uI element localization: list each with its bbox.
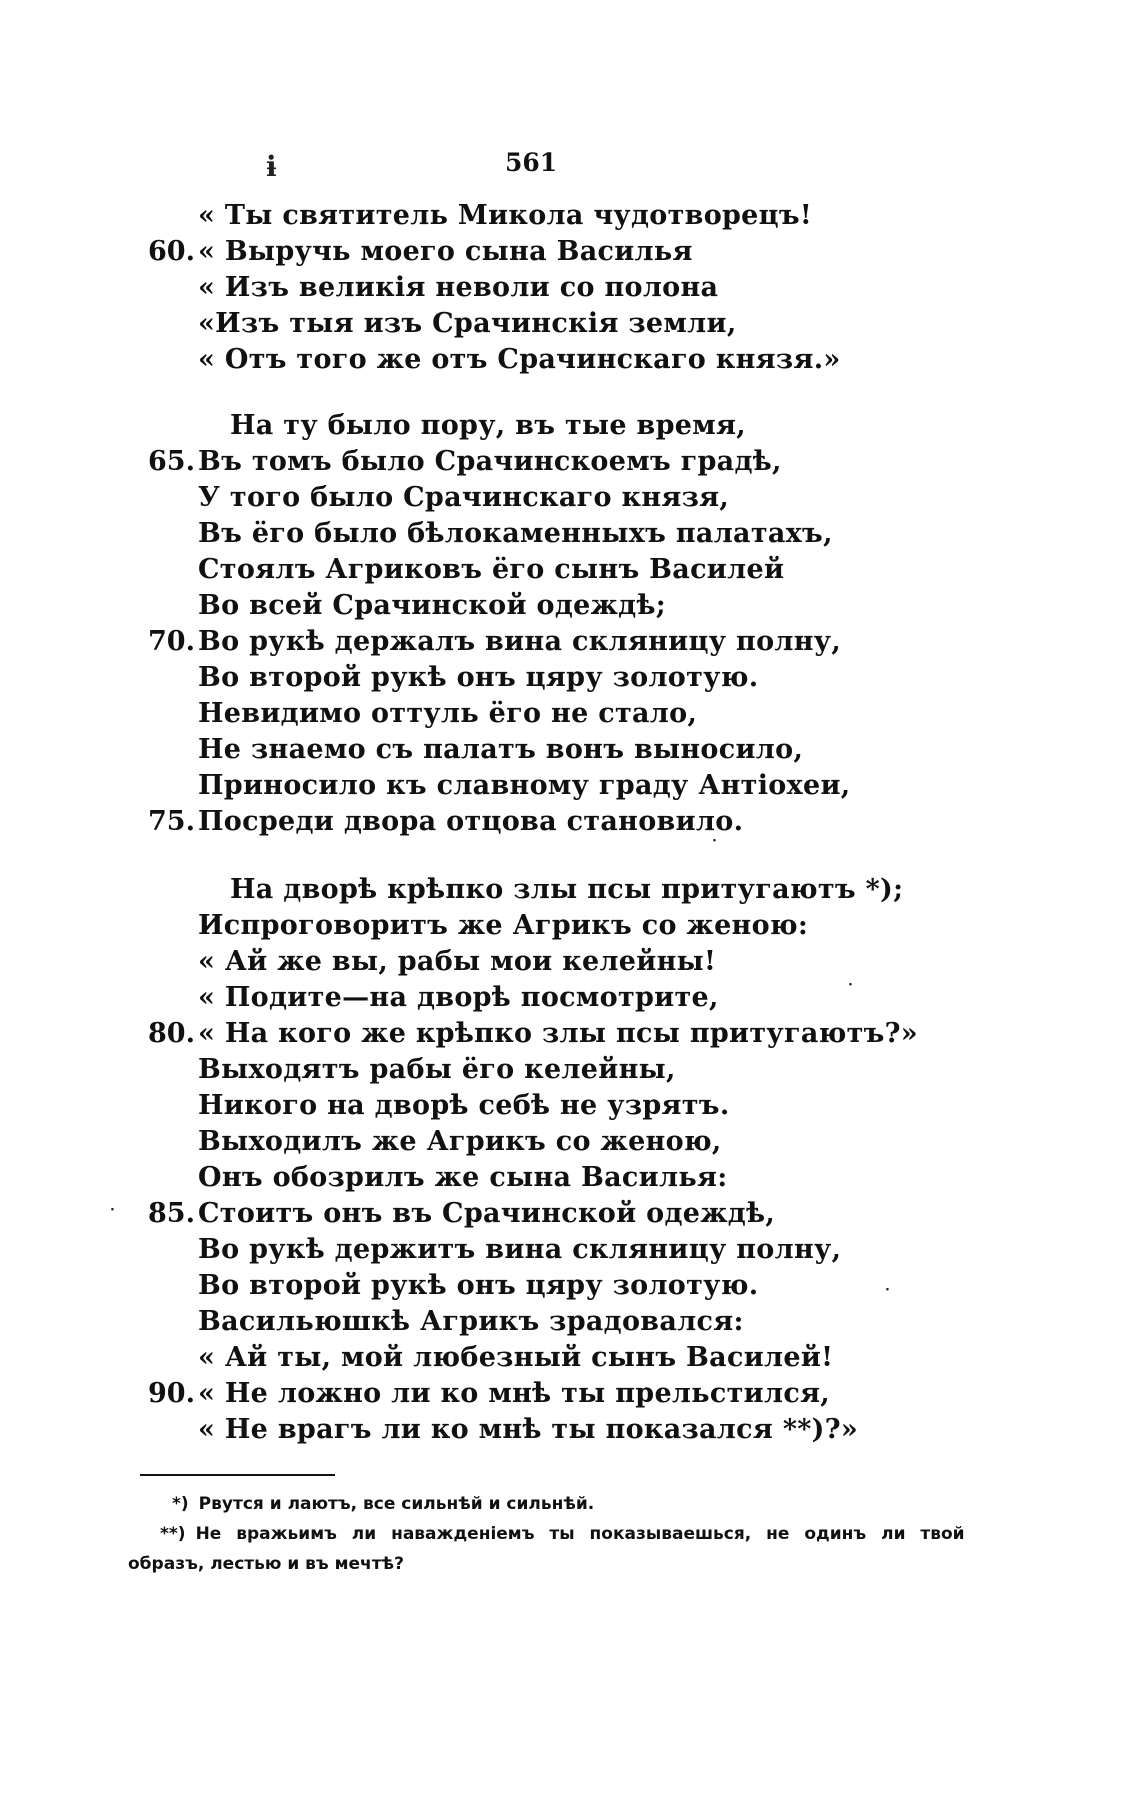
line-number: 60.	[148, 236, 195, 267]
verse-line: Во рукѣ держитъ вина скляницу полну,	[198, 1234, 842, 1265]
verse-line: « Ай же вы, рабы мои келейны!	[198, 946, 717, 977]
speck-mark: ·	[885, 1282, 890, 1298]
verse-line: «Изъ тыя изъ Срачинскія земли,	[198, 308, 737, 339]
printer-mark: ɨ	[266, 150, 277, 183]
verse-line: « Подите—на дворѣ посмотрите,	[198, 982, 719, 1013]
footnote	[160, 1520, 965, 1548]
line-number: 80.	[148, 1018, 195, 1049]
verse-line: Не знаемо съ палатъ вонъ выносило,	[198, 734, 804, 765]
footnote-text: Не вражьимъ ли наважденіемъ ты показываешься, не одинъ ли твой	[195, 1524, 965, 1544]
verse-line: « Изъ великія неволи со полона	[198, 272, 719, 303]
page-number: 561	[505, 148, 558, 177]
footnote	[128, 1550, 404, 1578]
verse-line: « Отъ того же отъ Срачинскаго князя.»	[198, 344, 841, 375]
line-number: 75.	[148, 806, 195, 837]
line-number: 65.	[148, 446, 195, 477]
footnote-marker: *)	[172, 1494, 189, 1514]
verse-line: Выходятъ рабы ёго келейны,	[198, 1054, 676, 1085]
verse-line: « Ты святитель Микола чудотворецъ!	[198, 200, 813, 231]
verse-line: Васильюшкѣ Агрикъ зрадовался:	[198, 1306, 744, 1337]
verse-line: Испроговоритъ же Агрикъ со женою:	[198, 910, 809, 941]
verse-line: Во всей Срачинской одеждѣ;	[198, 590, 667, 621]
line-number: 70.	[148, 626, 195, 657]
verse-line: Во рукѣ держалъ вина скляницу полну,	[198, 626, 842, 657]
verse-line: « Не ложно ли ко мнѣ ты прельстился,	[198, 1378, 831, 1409]
footnote	[172, 1490, 594, 1518]
footnote-rule	[140, 1474, 335, 1476]
verse-line: Никого на дворѣ себѣ не узрятъ.	[198, 1090, 730, 1121]
verse-line: Въ томъ было Срачинскоемъ градѣ,	[198, 446, 782, 477]
verse-line: Посреди двора отцова становило.	[198, 806, 744, 837]
footnote-marker: **)	[160, 1524, 186, 1544]
verse-line: На дворѣ крѣпко злы псы притугаютъ *);	[230, 874, 904, 905]
verse-line: На ту было пору, въ тые время,	[230, 410, 746, 441]
speck-mark: ·	[848, 977, 853, 993]
verse-line: « На кого же крѣпко злы псы притугаютъ?»	[198, 1018, 918, 1049]
speck-mark: ·	[110, 1202, 115, 1218]
verse-line: Онъ обозрилъ же сына Василья:	[198, 1162, 728, 1193]
footnote-text: образъ, лестью и въ мечтѣ?	[128, 1554, 404, 1574]
line-number: 85.	[148, 1198, 195, 1229]
verse-line: Выходилъ же Агрикъ со женою,	[198, 1126, 722, 1157]
verse-line: « Ай ты, мой любезный сынъ Василей!	[198, 1342, 834, 1373]
verse-line: Приносило къ славному граду Антіохеи,	[198, 770, 851, 801]
footnote-text: Рвутся и лаютъ, все сильнѣй и сильнѣй.	[198, 1494, 595, 1514]
verse-line: Въ ёго было бѣлокаменныхъ палатахъ,	[198, 518, 833, 549]
speck-mark: ·	[712, 833, 717, 849]
verse-line: « Не врагъ ли ко мнѣ ты показался **)?»	[198, 1414, 859, 1445]
verse-line: « Выручь моего сына Василья	[198, 236, 693, 267]
verse-line: Во второй рукѣ онъ цяру золотую.	[198, 662, 759, 693]
verse-line: Во второй рукѣ онъ цяру золотую.	[198, 1270, 759, 1301]
verse-line: Стоитъ онъ въ Срачинской одеждѣ,	[198, 1198, 776, 1229]
verse-line: Стоялъ Агриковъ ёго сынъ Василей	[198, 554, 785, 585]
verse-line: Невидимо оттуль ёго не стало,	[198, 698, 698, 729]
verse-line: У того было Срачинскаго князя,	[198, 482, 730, 513]
line-number: 90.	[148, 1378, 195, 1409]
